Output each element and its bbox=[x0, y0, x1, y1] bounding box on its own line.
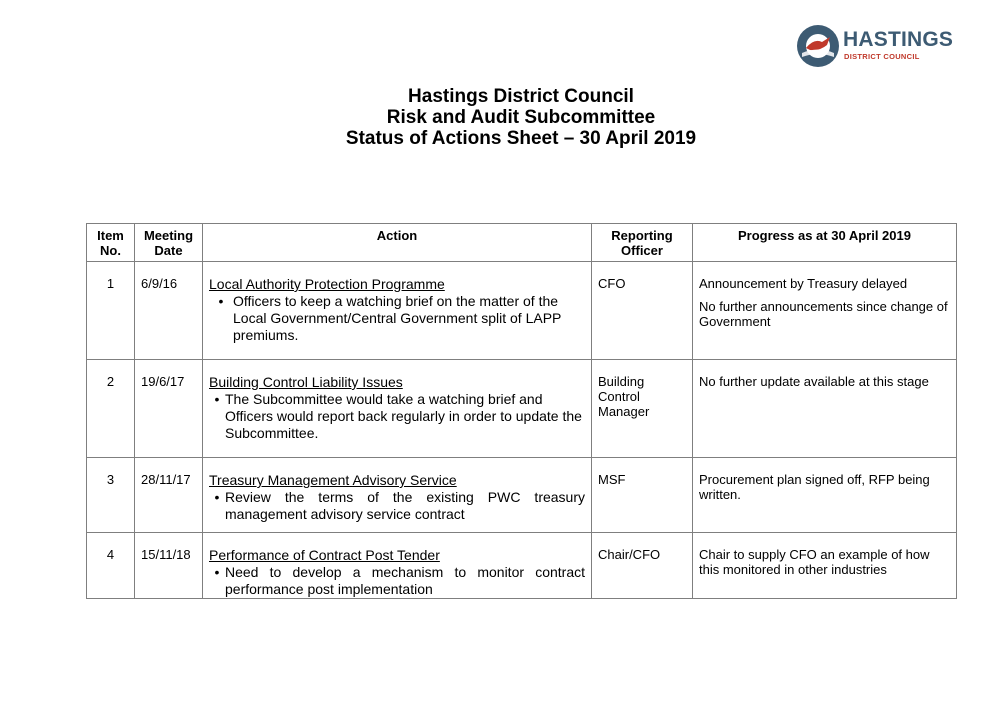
item-number: 3 bbox=[87, 458, 135, 533]
reporting-officer: Building Control Manager bbox=[592, 360, 693, 458]
meeting-date: 28/11/17 bbox=[135, 458, 203, 533]
action-bullet: • Officers to keep a watching brief on the matter of the Local Government/Central Government split of LAPP premiums. bbox=[209, 293, 585, 344]
action-cell bbox=[203, 458, 592, 533]
title-council: Hastings District Council bbox=[408, 86, 634, 107]
title-subcommittee: Risk and Audit Subcommittee bbox=[386, 107, 656, 128]
logo-subtitle: DISTRICT COUNCIL bbox=[844, 52, 920, 61]
reporting-officer: CFO bbox=[592, 262, 693, 360]
action-cell bbox=[203, 262, 592, 360]
action-cell bbox=[203, 360, 592, 458]
item-number: 2 bbox=[87, 360, 135, 458]
table-row bbox=[87, 533, 957, 599]
progress-cell bbox=[693, 458, 957, 533]
progress-cell bbox=[693, 360, 957, 458]
progress-cell bbox=[693, 262, 957, 360]
logo-wordmark: HASTINGS bbox=[843, 28, 954, 51]
col-header-officer: Reporting Officer bbox=[592, 224, 693, 262]
meeting-date: 15/11/18 bbox=[135, 533, 203, 599]
table-row bbox=[87, 360, 957, 458]
col-header-date: Meeting Date bbox=[135, 224, 203, 262]
hastings-logo-icon bbox=[796, 24, 840, 68]
meeting-date: 6/9/16 bbox=[135, 262, 203, 360]
council-logo bbox=[796, 24, 954, 68]
action-bullet: • Review the terms of the existing PWC treasury management advisory service contract bbox=[209, 489, 585, 523]
bullet-icon: • bbox=[214, 489, 220, 505]
title-sheet: Status of Actions Sheet – 30 April 2019 bbox=[345, 128, 697, 149]
table-header-row bbox=[87, 224, 957, 262]
progress-note: Announcement by Treasury delayed bbox=[699, 276, 908, 291]
progress-cell bbox=[693, 533, 957, 599]
progress-note: Chair to supply CFO an example of how this monitored in other industries bbox=[699, 547, 930, 577]
action-title: Performance of Contract Post Tender bbox=[209, 547, 440, 563]
progress-note: No further announcements since change of Government bbox=[699, 299, 948, 329]
action-title: Treasury Management Advisory Service bbox=[209, 472, 457, 488]
reporting-officer: MSF bbox=[592, 458, 693, 533]
item-number: 4 bbox=[87, 533, 135, 599]
bullet-icon: • bbox=[218, 293, 224, 309]
progress-note: No further update available at this stage bbox=[699, 374, 929, 389]
bullet-icon: • bbox=[214, 564, 220, 580]
item-number: 1 bbox=[87, 262, 135, 360]
action-title: Local Authority Protection Programme bbox=[209, 276, 445, 292]
action-bullet: • The Subcommittee would take a watching brief and Officers would report back regularly in order to update the Subcommittee. bbox=[209, 391, 585, 442]
reporting-officer: Chair/CFO bbox=[592, 533, 693, 599]
document-title bbox=[0, 86, 1005, 149]
table-row bbox=[87, 458, 957, 533]
progress-note: Procurement plan signed off, RFP being written. bbox=[699, 472, 930, 502]
col-header-item: Item No. bbox=[87, 224, 135, 262]
col-header-progress: Progress as at 30 April 2019 bbox=[693, 224, 957, 262]
meeting-date: 19/6/17 bbox=[135, 360, 203, 458]
action-cell bbox=[203, 533, 592, 599]
action-title: Building Control Liability Issues bbox=[209, 374, 403, 390]
bullet-icon: • bbox=[214, 391, 220, 407]
table-row bbox=[87, 262, 957, 360]
action-bullet: • Need to develop a mechanism to monitor contract performance post implementation bbox=[209, 564, 585, 598]
col-header-action: Action bbox=[203, 224, 592, 262]
actions-table bbox=[86, 223, 957, 599]
